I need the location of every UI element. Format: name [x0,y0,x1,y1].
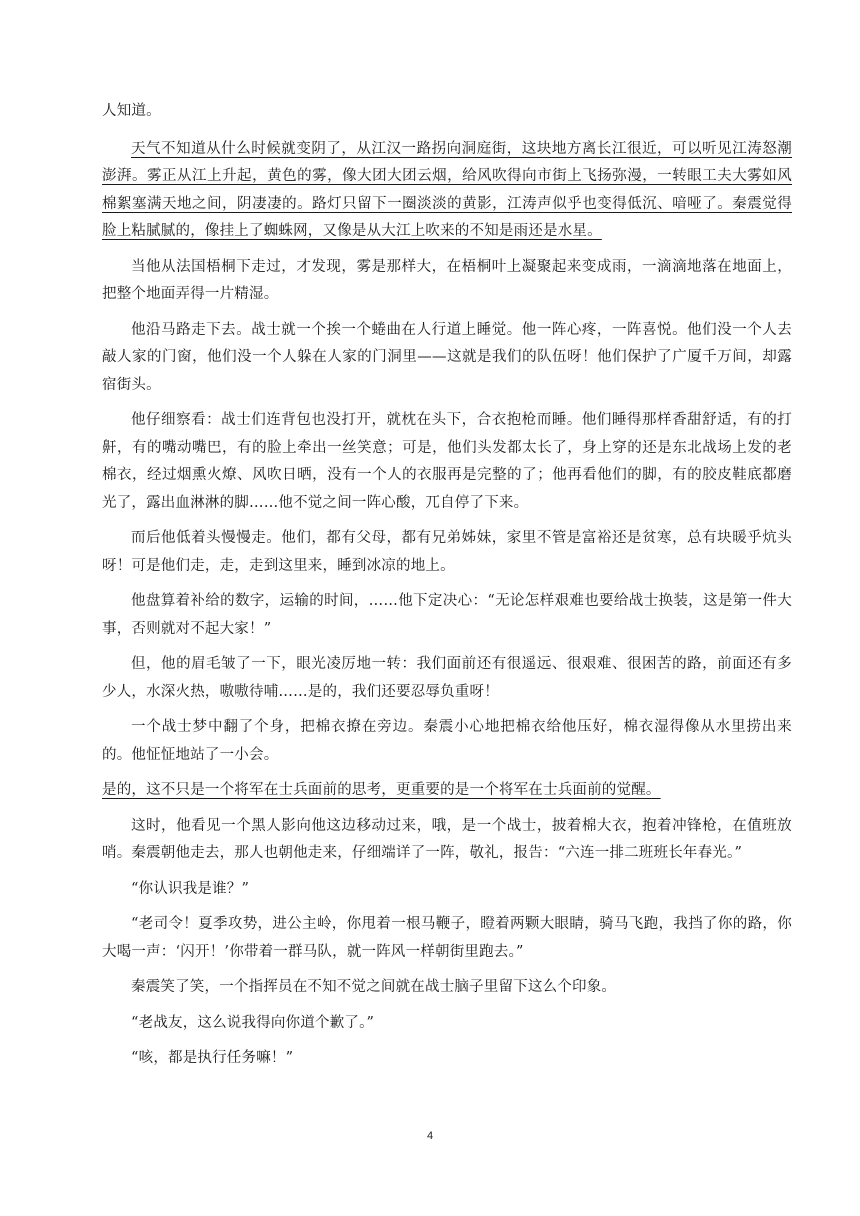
paragraph: 当他从法国梧桐下走过，才发现，雾是那样大，在梧桐叶上凝聚起来变成雨，一滴滴地落在地面上，把整个地面弄得一片精湿。 [102,258,792,302]
paragraph: 他盘算着补给的数字，运输的时间，……他下定决心：“无论怎样艰难也要给战士换装，这是第一件大事，否则就对不起大家！” [102,593,792,637]
paragraph: 但，他的眉毛皱了一下，眼光凌厉地一转：我们面前还有很遥远、很艰难、很困苦的路，前面还有多少人，水深火热，嗷嗷待哺……是的，我们还要忍辱负重呀！ [102,656,792,700]
underlined-sentence: 是的，这不只是一个将军在士兵面前的思考，更重要的是一个将军在士兵面前的觉醒。 [102,782,661,798]
paragraph: 而后他低着头慢慢走。他们，都有父母，都有兄弟姊妹，家里不管是富裕还是贫寒，总有块暖乎炕头呀！可是他们走，走，走到这里来，睡到冰凉的地上。 [102,530,792,574]
paragraph-continuation: 人知道。 [102,103,161,119]
paragraph: 一个战士梦中翻了个身，把棉衣撩在旁边。秦震小心地把棉衣给他压好，棉衣湿得像从水里捞出来的。他怔怔地站了一小会。 [102,719,792,763]
underlined-passage: 天气不知道从什么时候就变阴了，从江汉一路拐向洞庭街，这块地方离长江很近，可以听见江涛怒潮澎湃。雾正从江上升起，黄色的雾，像大团大团云烟，给风吹得向市街上飞扬弥漫，一转眼工夫大雾如风棉絮塞满天地之间，阴凄凄的。路灯只留下一圈淡淡的黄影，江涛声似乎也变得低沉、喑哑了。秦震觉得脸上粘腻腻的，像挂上了蜘蛛网，又像是从大江上吹来的不知是雨还是水星。 [102,140,792,239]
paragraph-awakening [102,777,792,805]
dialogue-line: “你认识我是谁？” [131,880,250,897]
paragraph: 这时，他看见一个黑人影向他这边移动过来，哦，是一个战士，披着棉大衣，抱着冲锋枪，在值班放哨。秦震朝他走去，那人也朝他走来，仔细端详了一阵，敬礼，报告：“六连一排二班班长年春光。” [102,817,792,861]
dialogue-line: “老司令！夏季攻势，进公主岭，你甩着一根马鞭子，瞪着两颗大眼睛，骑马飞跑，我挡了你的路，你大喝一声：‘闪开！’你带着一群马队，就一阵风一样朝街里跑去。” [102,916,792,960]
paragraph-fog-description [102,136,792,246]
document-body [102,98,792,1081]
dialogue-line: “老战友，这么说我得向你道个歉了。” [131,1014,375,1031]
paragraph: 他沿马路走下去。战士就一个挨一个蜷曲在人行道上睡觉。他一阵心疼，一阵喜悦。他们没一个人去敲人家的门窗，他们没一个人躲在人家的门洞里——这就是我们的队伍呀！他们保护了广厦千万间，却露宿街头。 [102,321,792,393]
paragraph: 他仔细察看：战士们连背包也没打开，就枕在头下，合衣抱枪而睡。他们睡得那样香甜舒适，有的打鼾，有的嘴动嘴巴，有的脸上牵出一丝笑意；可是，他们头发都太长了，身上穿的还是东北战场上发的老棉衣，经过烟熏火燎、风吹日晒，没有一个人的衣服再是完整的了；他再看他们的脚，有的胶皮鞋底都磨光了，露出血淋淋的脚……他不觉之间一阵心酸，兀自停了下来。 [102,412,792,511]
dialogue-line: “咳，都是执行任务嘛！” [131,1050,294,1066]
page-number: 4 [426,1130,434,1142]
paragraph: 秦震笑了笑，一个指挥员在不知不觉之间就在战士脑子里留下这么个印象。 [131,979,617,995]
